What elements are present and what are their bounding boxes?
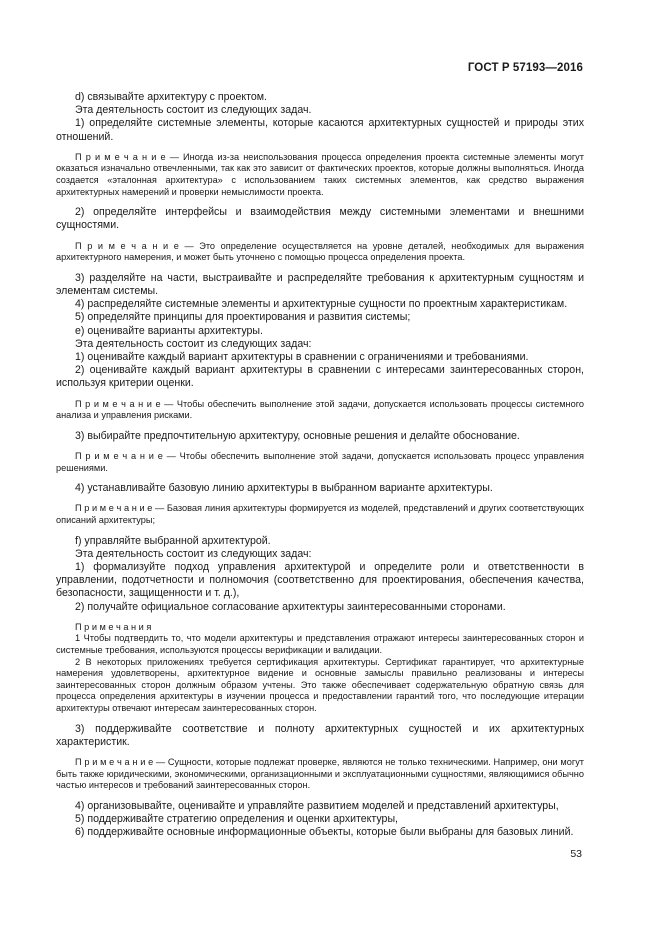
note-text: — Чтобы обеспечить выполнение этой задачи, допускается использовать процесс управления решениями. [56,451,584,473]
note-paragraph [56,633,584,656]
note-text: 2 В некоторых приложениях требуется сертификация архитектуры. Сертификат гарантирует, что архитектурные намерения удовлетворены, архитектурное видение и основные замыслы правильно реализованы и интересы заинтересованных сторон должным образом учтены. Это также обеспечивает содержательную обратную связь для процесса определения архитектуры в изучении процесса и предоставлении гарантий того, что последующие итерации архитектуры отвечают интересам заинтересованных сторон. [56,656,584,713]
body-paragraph: 2) определяйте интерфейсы и взаимодействия между системными элементами и внешними сущностями. [56,206,584,232]
note-label: П р и м е ч а н и я [75,621,152,632]
note-paragraph [56,657,584,715]
note-text: — Иногда из-за неиспользования процесса определения проекта системные элементы могут оказаться изначально отвечленными, так как это зависит от фактических проектов, которые должны выполняться. Иногда создается «эталонная архитектура» с использованием таких системных элементов, как средство выражения архитектурных намерений и проверки немыслимости проекта. [56,151,584,197]
body-paragraph: 4) организовывайте, оценивайте и управляйте развитием моделей и представлений архитектуры, [75,799,559,812]
note-label: П р и м е ч а н и е [75,398,161,409]
note-label: П р и м е ч а н и е [75,240,179,251]
note-paragraph [56,503,584,526]
note-text: — Сущности, которые подлежат проверке, являются не только техническими. Например, они могут быть также юридическими, экономическими, организационными и эксплуатационными сущностями, являющимися обычно частью интересов и требований заинтересованных сторон. [56,756,584,791]
body-paragraph: Эта деятельность состоит из следующих задач: [75,337,312,350]
note-paragraph [56,241,584,264]
note-label: П р и м е ч а н и е [75,451,163,461]
standard-header: ГОСТ Р 57193—2016 [467,62,583,74]
body-paragraph: 1) определяйте системные элементы, которые касаются архитектурных сущностей и природы этих отношений. [56,117,584,143]
document-body [56,91,584,839]
note-label: П р и м е ч а н и е [75,151,166,162]
body-paragraph: 3) поддерживайте соответствие и полноту архитектурных сущностей и их архитектурных характеристик. [56,722,584,748]
note-paragraph [56,622,584,634]
body-paragraph: 2) оценивайте каждый вариант архитектуры в сравнении с интересами заинтересованных сторон, используя критерии оценки. [56,364,584,390]
note-label: П р и м е ч а н и е [75,503,153,514]
body-paragraph: 5) определяйте принципы для проектирования и развития системы; [75,311,411,324]
body-paragraph: 3) разделяйте на части, выстраивайте и распределяйте требования к архитектурным сущностям и элементам системы. [56,271,584,297]
body-paragraph: 4) устанавливайте базовую линию архитектуры в выбранном варианте архитектуры. [75,482,493,495]
body-paragraph: 1) формализуйте подход управления архитектурой и определите роли и ответственности в управлении, подотчетности и полномочия (соответственно для проектирования, обеспечения качества, безопасности, защищенности и т. д.), [56,560,584,600]
note-text: 1 Чтобы подтвердить то, что модели архитектуры и представления отражают интересы заинтересованных сторон и системные требования, используются процессы верификации и валидации. [56,633,584,655]
note-paragraph [56,152,584,198]
note-paragraph [56,757,584,792]
note-text: — Это определение осуществляется на уровне деталей, необходимых для выражения архитектурного намерения, и может быть уточнено с помощью процесса определения проекта. [56,240,584,263]
body-paragraph: 6) поддерживайте основные информационные объекты, которые были выбраны для базовых линий. [75,826,574,839]
body-paragraph: Эта деятельность состоит из следующих задач: [75,547,312,560]
body-paragraph: 4) распределяйте системные элементы и архитектурные сущности по проектным характеристикам. [75,298,568,311]
body-paragraph: 3) выбирайте предпочтительную архитектуру, основные решения и делайте обоснование. [75,429,520,442]
body-paragraph: f) управляйте выбранной архитектурой. [75,534,271,547]
page-number: 53 [570,848,582,860]
note-text: — Базовая линия архитектуры формируется из моделей, представлений и других соответствующих описаний архитектуры; [56,503,584,525]
body-paragraph: 2) получайте официальное согласование архитектуры заинтересованными сторонами. [75,600,506,613]
body-paragraph: 1) оценивайте каждый вариант архитектуры в сравнении с ограничениями и требованиями. [75,351,529,363]
body-paragraph: d) связывайте архитектуру с проектом. [75,91,267,103]
note-paragraph [56,399,584,422]
note-label: П р и м е ч а н и е [75,756,154,767]
body-paragraph: 5) поддерживайте стратегию определения и оценки архитектуры, [75,812,399,825]
note-text: — Чтобы обеспечить выполнение этой задачи, допускается использовать процессы системного анализа и управления рисками. [56,398,584,421]
body-paragraph: Эта деятельность состоит из следующих задач. [75,104,312,117]
note-paragraph [56,451,584,474]
body-paragraph: е) оценивайте варианты архитектуры. [75,324,263,337]
